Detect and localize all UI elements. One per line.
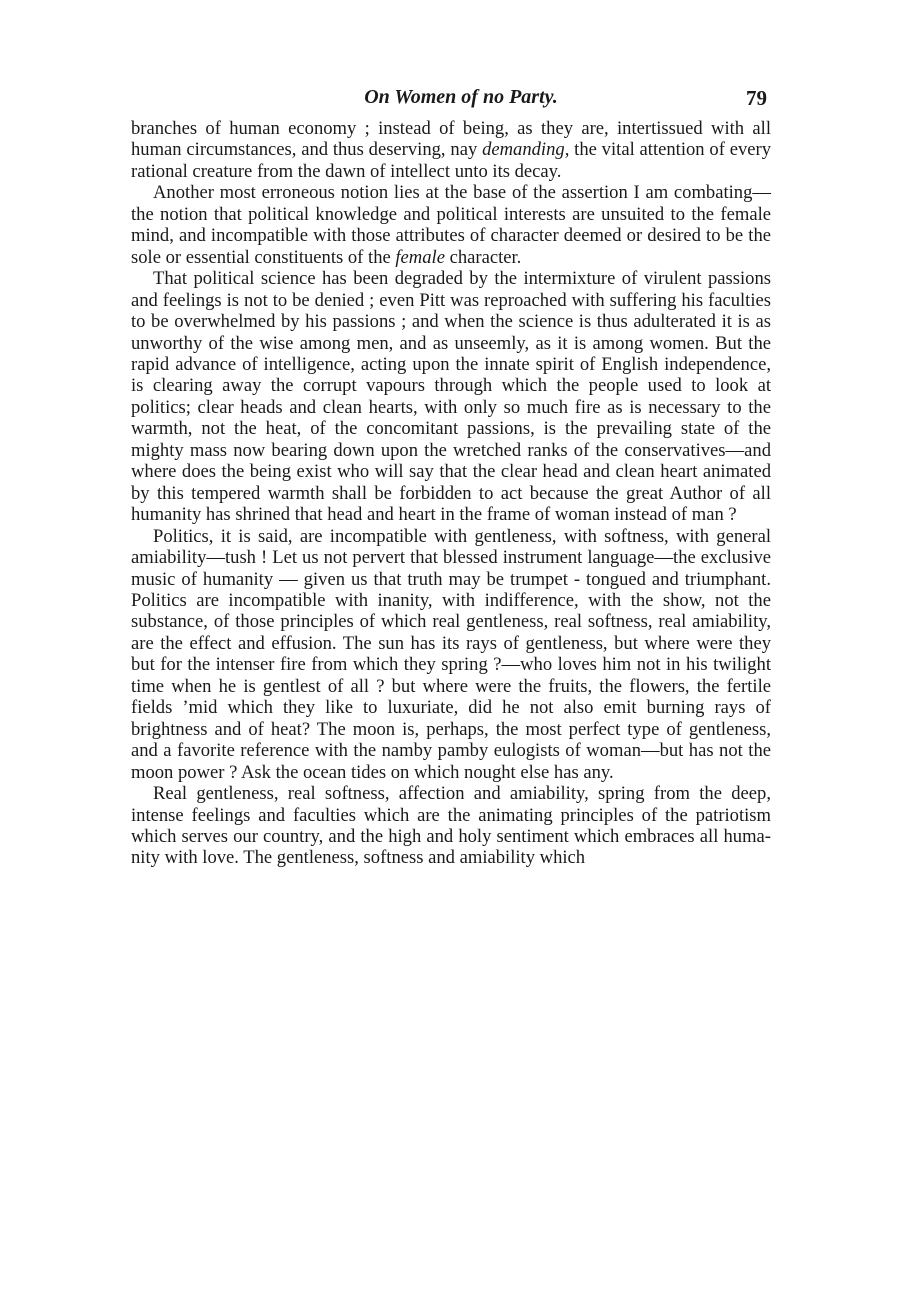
page-number: 79 [746,86,767,110]
paragraph-text: That political science has been degraded by the intermixture of virulent passions and feelings is not to be denied ; even Pitt was reproached with suffering his faculties to be overwhelmed by his passions ; and when the science is thus adulterated it is as unworthy of the wise among men, and as unseemly, as it is among women. But the rapid advance of intelligence, acting upon the innate spirit of English independence, is clearing away the corrupt vapours through which the people used to look at politics; clear heads and clean hearts, with only so much fire as is necessary to the warmth, not the heat, of the concomitant passions, is the prevailing state of the mighty mass now bearing down upon the wretched ranks of the conservatives—and where does the being exist who will say that the clear head and clean heart animated by this tempered warmth shall be forbidden to act because the great Author of all humanity has shrined that head and heart in the frame of woman instead of man ? [131,268,771,526]
paragraph-text: character. [444,246,522,268]
paragraph-text: Politics, it is said, are incompatible with gentleness, with softness, with general amiability—tush ! Let us not pervert that blessed instrument language—the exclusive music of humanity — given us that truth may be trumpet - tongued and triumphant. Politics are incompatible with inanity, with indifference, with the show, not the substance, of those principles of which real gentleness, real softness, real amiability, are the effect and effusion. The sun has its rays of gentleness, but where were they but for the intenser fire from which they spring ?—who loves him not in his twilight time when he is gentlest of all ? but where were the fruits, the flowers, the fertile fields ’mid which they like to luxuriate, did he not also emit burning rays of brightness and of heat? The moon is, perhaps, the most perfect type of gentleness, and a favorite reference with the namby pamby eulogists of woman—but has not the moon power ? Ask the ocean tides on which nought else has any. [131,525,771,783]
paragraph [131,526,771,783]
emphasized-word: demanding [482,139,565,161]
page-header [131,84,771,114]
paragraph [131,118,771,182]
paragraph-text: Real gentleness, real softness, affection and amiability, spring from the deep, intense feelings and faculties which are the animating principles of the patriotism which serves our country, and the high and holy sentiment which embraces all humanity with love. The gentleness, softness and amiability which [131,783,771,869]
paragraph [131,182,771,268]
paragraph-text: Another most erroneous notion lies at the base of the assertion I am combating—the notion that political knowledge and political interests are unsuited to the female mind, and incompatible with those attributes of character deemed or desired to be the sole or essential constituents of the [131,182,771,268]
paragraph-text: , the vital attention of every rational creature from the dawn of intellect unto its decay. [131,139,771,182]
body-text [131,118,771,869]
paragraph [131,783,771,869]
running-head: On Women of no Party. [364,86,558,108]
paragraph [131,268,771,525]
emphasized-word: female [395,246,445,268]
book-page [131,84,771,869]
paragraph-text: branches of human economy ; instead of being, as they are, intertissued with all human circumstances, and thus deserving, nay [131,118,771,161]
